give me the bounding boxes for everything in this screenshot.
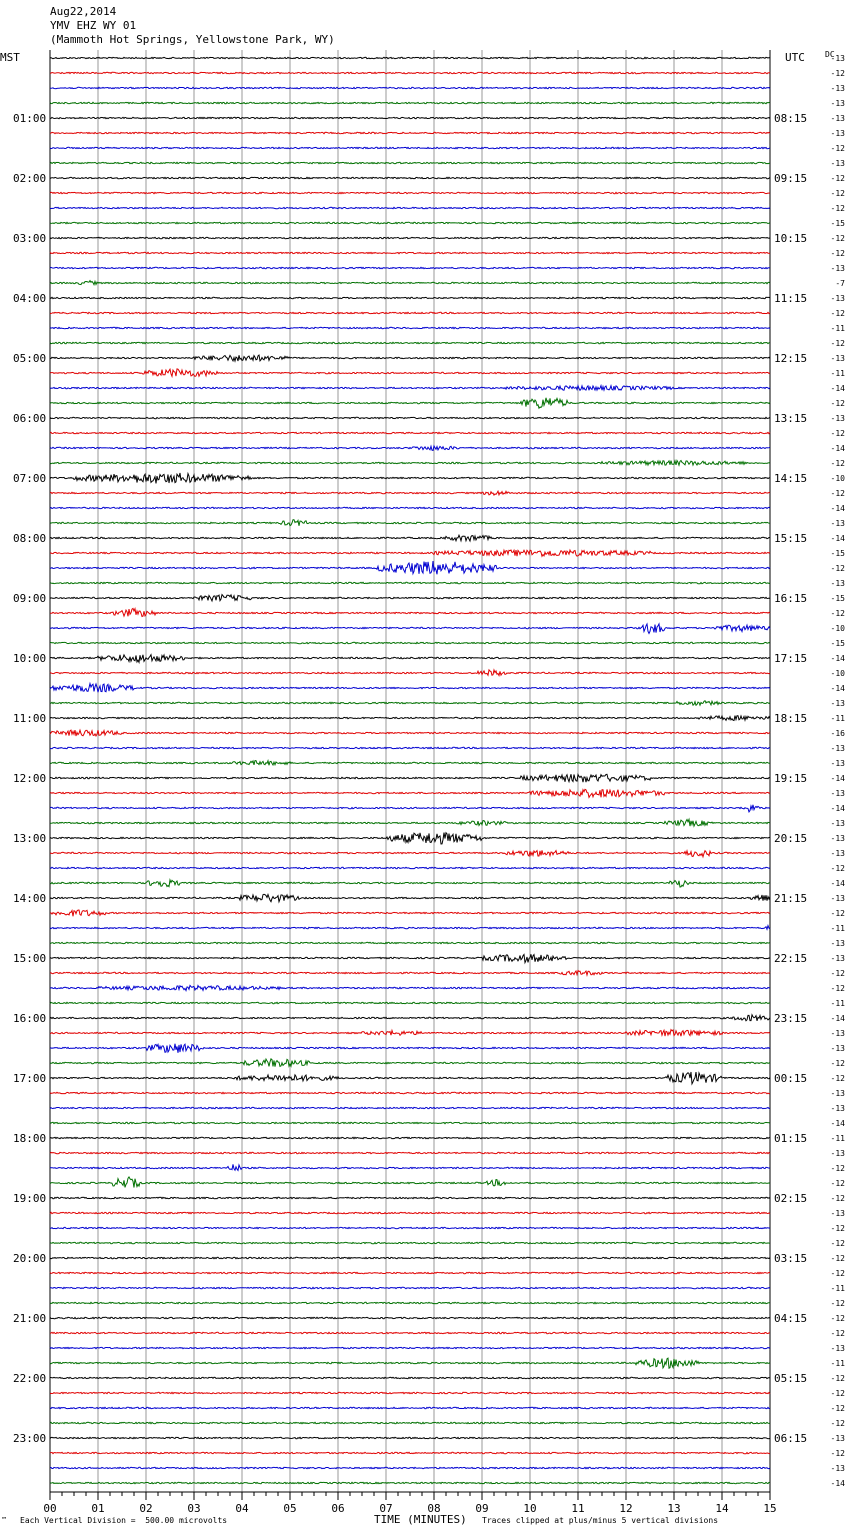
dc-offset-value: -12 (830, 1419, 845, 1428)
dc-offset-value: -12 (830, 69, 845, 78)
dc-offset-value: -14 (830, 1119, 845, 1128)
seismic-trace (50, 1358, 770, 1368)
seismic-trace (50, 72, 770, 73)
dc-offset-value: -13 (830, 819, 845, 828)
seismic-trace (50, 774, 770, 782)
dc-offset-value: -12 (830, 189, 845, 198)
seismic-trace (50, 1197, 770, 1198)
seismic-trace (50, 369, 770, 377)
dc-offset-value: -12 (830, 459, 845, 468)
dc-offset-value: -12 (830, 1224, 845, 1233)
seismic-trace (50, 1422, 770, 1423)
dc-offset-value: -12 (830, 144, 845, 153)
dc-offset-value: -12 (830, 1404, 845, 1413)
dc-offset-value: -13 (830, 1209, 845, 1218)
dc-offset-value: -13 (830, 699, 845, 708)
seismic-trace (50, 237, 770, 238)
dc-offset-value: -13 (830, 744, 845, 753)
dc-offset-value: -11 (830, 1284, 845, 1293)
utc-hour-label: 04:15 (774, 1312, 808, 1325)
utc-hour-label: 00:15 (774, 1072, 808, 1085)
seismic-trace (50, 177, 770, 178)
seismic-trace (50, 1332, 770, 1333)
seismic-trace (50, 761, 770, 766)
dc-offset-value: -14 (830, 504, 845, 513)
station-location: (Mammoth Hot Springs, Yellowstone Park, WY) (50, 33, 335, 46)
x-axis (43, 1492, 776, 1515)
dc-offset-value: -11 (830, 714, 845, 723)
dc-offset-value: -11 (830, 1134, 845, 1143)
seismic-trace (50, 926, 770, 930)
dc-offset-value: -7 (835, 279, 845, 288)
dc-offset-value: -12 (830, 249, 845, 258)
dc-offset-value: -10 (830, 474, 845, 483)
dc-offset-value: -13 (830, 1464, 845, 1473)
utc-hour-label: 18:15 (774, 712, 808, 725)
utc-hour-label: 10:15 (774, 232, 808, 245)
mst-hour-label: 05:00 (13, 352, 47, 365)
seismic-trace (50, 1287, 770, 1288)
mst-hour-label: 03:00 (13, 232, 47, 245)
station-code: YMV EHZ WY 01 (50, 19, 137, 32)
seismic-trace (50, 192, 770, 193)
seismic-trace (50, 1164, 770, 1170)
scale-note: Each Vertical Division = 500.00 microvolts (20, 1516, 228, 1525)
x-axis-title: TIME (MINUTES) (374, 1513, 467, 1526)
dc-offset-value: -10 (830, 624, 845, 633)
mst-hour-label: 22:00 (13, 1372, 47, 1385)
mst-hour-label: 08:00 (13, 532, 47, 545)
mst-hour-label: 10:00 (13, 652, 47, 665)
mst-hour-label: 13:00 (13, 832, 47, 845)
dc-offset-value: -14 (830, 444, 845, 453)
utc-hour-label: 12:15 (774, 352, 808, 365)
x-tick-label: 07 (379, 1502, 393, 1515)
mst-hour-label: 04:00 (13, 292, 47, 305)
mst-hour-label: 02:00 (13, 172, 47, 185)
seismic-trace (50, 1377, 770, 1378)
seismic-trace (50, 1392, 770, 1393)
mst-hour-label: 14:00 (13, 892, 47, 905)
dc-offset-value: -14 (830, 804, 845, 813)
mst-hour-label: 07:00 (13, 472, 47, 485)
dc-offset-value: -15 (830, 639, 845, 648)
seismic-trace (50, 985, 770, 990)
seismic-trace (50, 1137, 770, 1138)
seismic-trace (50, 1272, 770, 1273)
x-tick-label: 09 (475, 1502, 489, 1515)
x-tick-label: 04 (235, 1502, 249, 1515)
seismic-trace (50, 1212, 770, 1213)
utc-hour-label: 17:15 (774, 652, 808, 665)
dc-offset-value: -13 (830, 1344, 845, 1353)
dc-offset-value: -12 (830, 1449, 845, 1458)
dc-offset-value: -12 (830, 1329, 845, 1338)
dc-offset-value: -13 (830, 759, 845, 768)
dc-offset-value: -14 (830, 774, 845, 783)
dc-offset-value: -12 (830, 564, 845, 573)
mst-hour-label: 16:00 (13, 1012, 47, 1025)
dc-offset-value: -11 (830, 1359, 845, 1368)
dc-offset-value: -13 (830, 1089, 845, 1098)
dc-offset-value: -13 (830, 1149, 845, 1158)
dc-offset-value: -14 (830, 879, 845, 888)
seismic-trace (50, 342, 770, 343)
dc-offset-value: -12 (830, 489, 845, 498)
dc-offset-value: -15 (830, 219, 845, 228)
dc-offset-value: -11 (830, 324, 845, 333)
seismic-trace (50, 297, 770, 298)
seismic-trace (50, 971, 770, 976)
seismic-trace (50, 117, 770, 118)
mst-hour-label: 20:00 (13, 1252, 47, 1265)
seismic-trace (50, 473, 770, 483)
dc-offset-value: -14 (830, 654, 845, 663)
dc-offset-value: -14 (830, 534, 845, 543)
seismic-trace (50, 57, 770, 58)
seismic-trace (50, 1152, 770, 1153)
dc-offset-value: -12 (830, 1239, 845, 1248)
dc-offset-value: -13 (830, 939, 845, 948)
dc-offset-value: -13 (830, 114, 845, 123)
mst-hour-label: 18:00 (13, 1132, 47, 1145)
seismic-trace (50, 550, 770, 556)
seismic-trace (50, 491, 770, 495)
x-tick-label: 02 (139, 1502, 153, 1515)
mst-hour-label: 11:00 (13, 712, 47, 725)
x-tick-label: 08 (427, 1502, 441, 1515)
minute-grid (50, 50, 770, 1492)
x-tick-label: 10 (523, 1502, 537, 1515)
clip-note: Traces clipped at plus/minus 5 vertical divisions (482, 1516, 719, 1525)
dc-offset-value: -15 (830, 594, 845, 603)
dc-offset-value: -12 (830, 399, 845, 408)
dc-offset-value: -12 (830, 1179, 845, 1188)
seismic-trace (50, 894, 770, 901)
seismic-trace (50, 1302, 770, 1303)
x-tick-label: 06 (331, 1502, 345, 1515)
utc-hour-label: 14:15 (774, 472, 808, 485)
seismic-trace (50, 1177, 770, 1188)
utc-hour-label: 21:15 (774, 892, 808, 905)
seismic-trace (50, 1059, 770, 1067)
utc-hour-label: 03:15 (774, 1252, 808, 1265)
logo-mark: ™ (2, 1516, 7, 1524)
mst-hour-label: 01:00 (13, 112, 47, 125)
trace-group (50, 57, 770, 1483)
dc-offset-value: -10 (830, 669, 845, 678)
seismic-trace (50, 624, 770, 634)
mst-hour-label: 06:00 (13, 412, 47, 425)
seismic-trace (50, 1092, 770, 1093)
x-tick-label: 15 (763, 1502, 777, 1515)
utc-hour-label: 16:15 (774, 592, 808, 605)
dc-offset-value: -12 (830, 984, 845, 993)
x-tick-label: 13 (667, 1502, 681, 1515)
seismic-trace (50, 327, 770, 328)
dc-offset-value: -13 (830, 834, 845, 843)
dc-label: DC (825, 50, 835, 59)
dc-offset-value: -13 (830, 1434, 845, 1443)
dc-offset-value: -13 (830, 789, 845, 798)
dc-offset-value: -15 (830, 549, 845, 558)
utc-hour-label: 20:15 (774, 832, 808, 845)
utc-hour-label: 19:15 (774, 772, 808, 785)
seismic-trace (50, 162, 770, 163)
utc-hour-label: 05:15 (774, 1372, 808, 1385)
dc-offset-value: -13 (830, 99, 845, 108)
x-tick-label: 01 (91, 1502, 105, 1515)
dc-offset-value: -12 (830, 234, 845, 243)
seismic-trace (50, 1317, 770, 1318)
dc-offset-value: -12 (830, 1269, 845, 1278)
dc-offset-value: -12 (830, 309, 845, 318)
dc-offset-value: -12 (830, 1299, 845, 1308)
dc-offset-value: -12 (830, 864, 845, 873)
mst-hour-label: 12:00 (13, 772, 47, 785)
dc-offset-value: -12 (830, 1194, 845, 1203)
seismic-trace (50, 716, 770, 721)
utc-hour-label: 11:15 (774, 292, 808, 305)
dc-offset-value: -14 (830, 1479, 845, 1488)
dc-offset-value: -13 (830, 954, 845, 963)
seismic-trace (50, 1437, 770, 1438)
dc-offset-value: -13 (830, 129, 845, 138)
seismic-trace (50, 1107, 770, 1108)
seismic-trace (50, 252, 770, 253)
dc-offset-value: -12 (830, 339, 845, 348)
dc-offset-value: -13 (830, 1044, 845, 1053)
dc-offset-value: -13 (830, 1029, 845, 1038)
dc-offset-value: -12 (830, 1389, 845, 1398)
dc-offset-value: -12 (830, 204, 845, 213)
seismic-trace (50, 312, 770, 313)
dc-offset-value: -12 (830, 1059, 845, 1068)
seismic-trace (50, 355, 770, 361)
seismic-trace (50, 910, 770, 916)
seismic-trace (50, 1347, 770, 1348)
mst-hour-label: 17:00 (13, 1072, 47, 1085)
seismic-trace (50, 1467, 770, 1468)
dc-offset-value: -16 (830, 729, 845, 738)
x-tick-label: 00 (43, 1502, 57, 1515)
dc-offset-value: -13 (830, 579, 845, 588)
mst-hour-label: 15:00 (13, 952, 47, 965)
utc-hour-label: 02:15 (774, 1192, 808, 1205)
seismic-trace (50, 819, 770, 826)
seismic-trace (50, 520, 770, 526)
dc-offset-value: -14 (830, 1014, 845, 1023)
dc-offset-value: -12 (830, 1254, 845, 1263)
seismic-trace (50, 684, 770, 693)
seismic-trace (50, 1072, 770, 1084)
dc-offset-value: -13 (830, 894, 845, 903)
dc-offset-value: -11 (830, 999, 845, 1008)
dc-offset-value: -13 (830, 294, 845, 303)
dc-offset-value: -12 (830, 909, 845, 918)
mst-hour-label: 19:00 (13, 1192, 47, 1205)
dc-offset-value: -12 (830, 1374, 845, 1383)
utc-hour-label: 01:15 (774, 1132, 808, 1145)
utc-axis-label: UTC (785, 51, 805, 64)
utc-hour-label: 08:15 (774, 112, 808, 125)
seismic-trace (50, 147, 770, 148)
seismic-trace (50, 942, 770, 943)
seismic-trace (50, 398, 770, 408)
seismic-trace (50, 507, 770, 508)
seismic-trace (50, 417, 770, 418)
dc-offset-value: -13 (830, 159, 845, 168)
dc-offset-value: -12 (830, 969, 845, 978)
seismic-trace (50, 1407, 770, 1408)
seismic-trace (50, 670, 770, 676)
seismic-trace (50, 1227, 770, 1228)
dc-offset-column (831, 54, 846, 1488)
dc-offset-value: -13 (830, 414, 845, 423)
seismic-trace (50, 850, 770, 856)
seismic-trace (50, 1452, 770, 1453)
mst-hour-label: 23:00 (13, 1432, 47, 1445)
seismic-trace (50, 582, 770, 583)
utc-hour-label: 23:15 (774, 1012, 808, 1025)
seismic-trace (50, 867, 770, 868)
utc-hour-label: 15:15 (774, 532, 808, 545)
seismic-trace (50, 789, 770, 797)
x-tick-label: 11 (571, 1502, 585, 1515)
seismic-trace (50, 1002, 770, 1003)
seismic-trace (50, 880, 770, 887)
seismic-trace (50, 267, 770, 268)
seismic-trace (50, 730, 770, 736)
dc-offset-value: -12 (830, 429, 845, 438)
plot-date: Aug22,2014 (50, 5, 117, 18)
seismic-trace (50, 805, 770, 812)
dc-offset-value: -14 (830, 384, 845, 393)
seismic-trace (50, 87, 770, 88)
dc-offset-value: -11 (830, 924, 845, 933)
utc-hour-label: 06:15 (774, 1432, 808, 1445)
seismic-trace (50, 1482, 770, 1483)
dc-offset-value: -13 (830, 54, 845, 63)
seismic-trace (50, 1030, 770, 1037)
seismic-trace (50, 642, 770, 643)
dc-offset-value: -12 (830, 1074, 845, 1083)
mst-hour-label: 21:00 (13, 1312, 47, 1325)
seismic-trace (50, 608, 770, 616)
seismic-trace (50, 386, 770, 391)
x-tick-label: 05 (283, 1502, 297, 1515)
seismic-trace (50, 833, 770, 844)
seismic-trace (50, 222, 770, 223)
mst-axis-label: MST (0, 51, 20, 64)
dc-offset-value: -13 (830, 1104, 845, 1113)
seismic-trace (50, 461, 770, 466)
dc-offset-value: -13 (830, 519, 845, 528)
utc-hour-label: 22:15 (774, 952, 808, 965)
dc-offset-value: -13 (830, 849, 845, 858)
dc-offset-value: -14 (830, 684, 845, 693)
dc-offset-value: -13 (830, 264, 845, 273)
seismic-trace (50, 595, 770, 601)
seismic-trace (50, 1257, 770, 1258)
x-tick-label: 12 (619, 1502, 633, 1515)
utc-hour-label: 13:15 (774, 412, 808, 425)
seismic-trace (50, 1044, 770, 1053)
seismic-trace (50, 446, 770, 451)
seismic-trace (50, 1122, 770, 1123)
dc-offset-value: -11 (830, 369, 845, 378)
seismic-trace (50, 701, 770, 706)
dc-offset-value: -12 (830, 1164, 845, 1173)
seismic-trace (50, 432, 770, 433)
utc-hour-label: 09:15 (774, 172, 808, 185)
seismic-trace (50, 535, 770, 541)
seismic-trace (50, 655, 770, 663)
x-tick-label: 03 (187, 1502, 201, 1515)
seismic-trace (50, 207, 770, 208)
dc-offset-value: -12 (830, 174, 845, 183)
seismic-trace (50, 281, 770, 285)
seismic-trace (50, 102, 770, 103)
seismic-trace (50, 954, 770, 962)
seismic-trace (50, 1015, 770, 1021)
seismic-trace (50, 132, 770, 133)
seismic-trace (50, 561, 770, 574)
x-tick-label: 14 (715, 1502, 729, 1515)
dc-offset-value: -12 (830, 1314, 845, 1323)
dc-offset-value: -13 (830, 354, 845, 363)
seismic-trace (50, 1242, 770, 1243)
seismic-trace (50, 747, 770, 748)
dc-offset-value: -13 (830, 84, 845, 93)
dc-offset-value: -12 (830, 609, 845, 618)
mst-hour-label: 09:00 (13, 592, 47, 605)
